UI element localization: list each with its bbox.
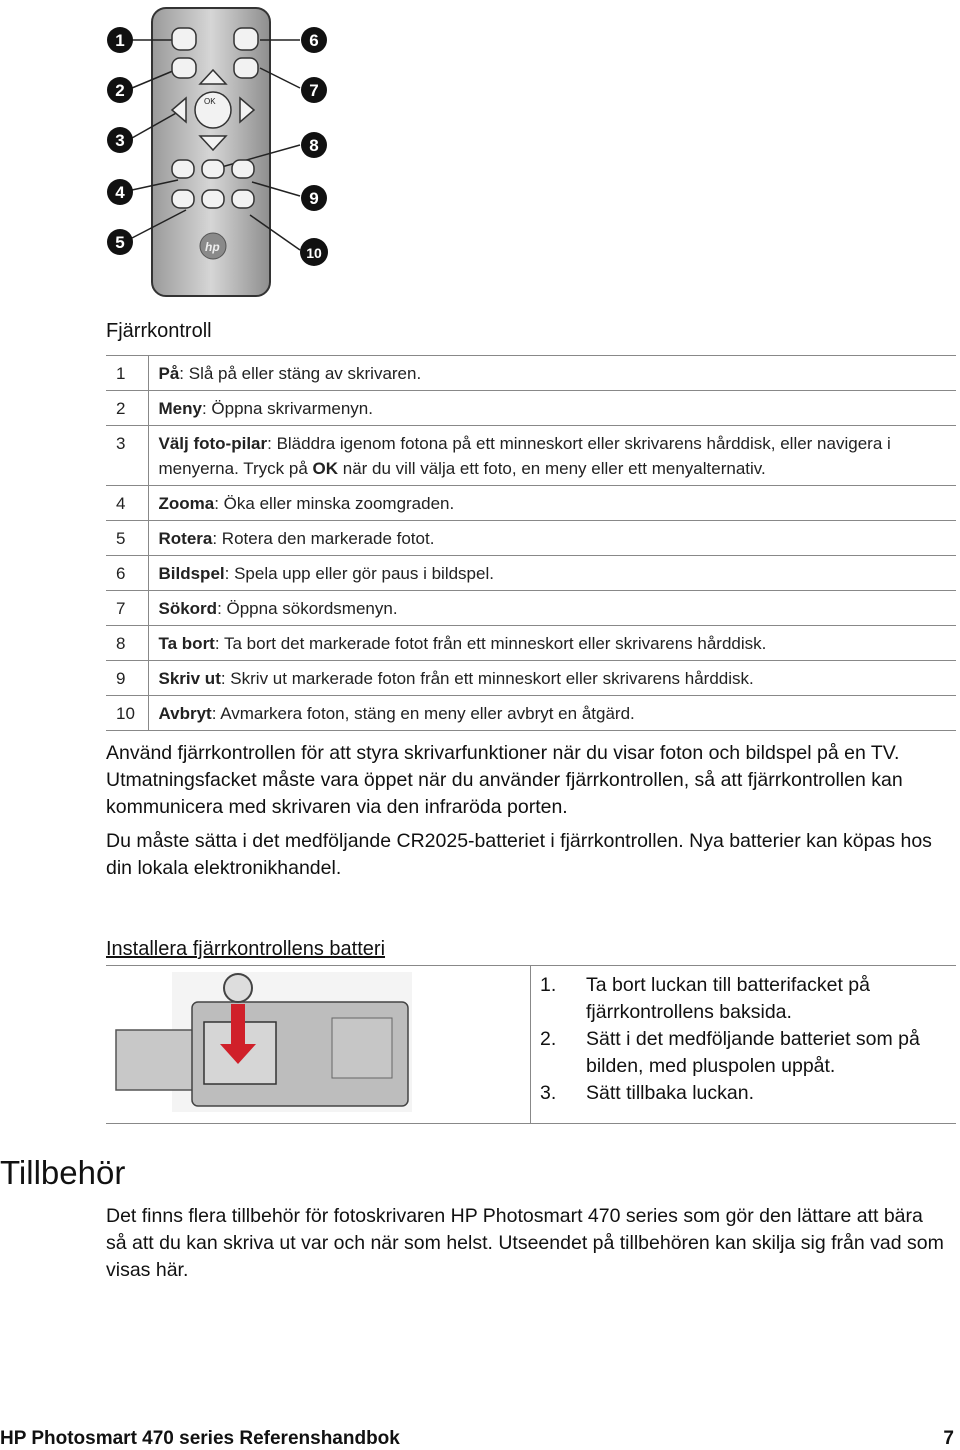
row-description	[148, 661, 956, 696]
callout-2: 2	[115, 81, 125, 100]
row-number: 6	[106, 556, 148, 591]
usage-paragraph: Använd fjärrkontrollen för att styra skrivarfunktioner när du visar foton och bildspel på en TV. Utmatningsfacket måste vara öppet när du använder fjärrkontrollen, så att fjärrkontrollen kan kommunicera med skrivaren via den infraröda porten.	[106, 742, 903, 818]
table-row	[106, 696, 956, 731]
accessories-paragraph: Det finns flera tillbehör för fotoskrivaren HP Photosmart 470 series som gör den lättare att bära så att du kan skriva ut var och när som helst. Utseendet på tillbehören kan skilja sig från vad som visas här.	[106, 1205, 944, 1281]
definition: : Spela upp eller gör paus i bildspel.	[224, 564, 494, 583]
definition: : Öppna sökordsmenyn.	[217, 599, 398, 618]
battery-paragraph: Du måste sätta i det medföljande CR2025-batteriet i fjärrkontrollen. Nya batterier kan köpas hos din lokala elektronikhandel.	[106, 830, 932, 879]
row-description	[148, 626, 956, 661]
zoom-in-button[interactable]	[172, 160, 194, 178]
table-row	[106, 661, 956, 696]
list-item	[540, 972, 960, 1026]
row-description	[148, 486, 956, 521]
term: Meny	[158, 399, 202, 418]
definition: : Öppna skrivarmenyn.	[201, 399, 373, 418]
table-row	[106, 486, 956, 521]
callout-10: 10	[306, 245, 322, 261]
row-number: 7	[106, 591, 148, 626]
definition: : Öka eller minska zoomgraden.	[214, 494, 455, 513]
zoom-out-button[interactable]	[172, 190, 194, 208]
hp-logo: hp	[205, 240, 220, 254]
battery-heading: Installera fjärrkontrollens batteri	[106, 938, 386, 960]
battery-bottom-rule	[106, 1123, 956, 1124]
step-text: Sätt tillbaka luckan.	[586, 1082, 755, 1104]
row-description	[148, 391, 956, 426]
rotate-button[interactable]	[202, 190, 224, 208]
label-area	[332, 1018, 392, 1078]
table-row	[106, 626, 956, 661]
menu-button[interactable]	[172, 58, 196, 78]
list-item	[540, 1080, 960, 1107]
power-button[interactable]	[172, 28, 196, 50]
table-row	[106, 591, 956, 626]
term: Skriv ut	[158, 669, 221, 688]
callout-9: 9	[309, 189, 319, 208]
section-title: Fjärrkontroll	[106, 320, 212, 342]
callout-5: 5	[115, 233, 125, 252]
row-number: 4	[106, 486, 148, 521]
step-text: Ta bort luckan till batterifacket på fjärrkontrollens baksida.	[586, 974, 870, 1023]
term: Bildspel	[158, 564, 225, 583]
term: Välj foto-pilar	[158, 434, 268, 453]
term: Avbryt	[158, 704, 212, 723]
delete-button[interactable]	[202, 160, 224, 178]
row-description	[148, 591, 956, 626]
definition: : Rotera den markerade fotot.	[212, 529, 435, 548]
table-row	[106, 521, 956, 556]
row-number: 5	[106, 521, 148, 556]
remote-control-figure	[100, 0, 340, 300]
battery-door	[116, 1030, 196, 1090]
definition: : Slå på eller stäng av skrivaren.	[179, 364, 422, 383]
table-row	[106, 391, 956, 426]
callout-1: 1	[115, 31, 125, 50]
insert-arrow-shaft	[231, 1004, 245, 1046]
step-number: 2.	[540, 1028, 557, 1050]
callout-3: 3	[115, 131, 125, 150]
callout-4: 4	[115, 183, 125, 202]
battery-install-figure	[112, 972, 412, 1112]
battery-divider	[530, 965, 531, 1123]
term: Sökord	[158, 599, 218, 618]
row-number: 1	[106, 356, 148, 391]
callout-7: 7	[309, 81, 319, 100]
step-number: 3.	[540, 1082, 557, 1104]
battery-steps	[540, 972, 960, 1107]
callout-6: 6	[309, 31, 319, 50]
legend-table	[106, 355, 956, 731]
row-number: 10	[106, 696, 148, 731]
callout-8: 8	[309, 136, 319, 155]
print-button[interactable]	[232, 160, 254, 178]
definition: : Skriv ut markerade foton från ett minneskort eller skrivarens hårddisk.	[220, 669, 754, 688]
table-row	[106, 356, 956, 391]
cancel-button[interactable]	[232, 190, 254, 208]
footer-title: HP Photosmart 470 series Referenshandbok	[0, 1428, 400, 1449]
row-number: 2	[106, 391, 148, 426]
coin-battery	[224, 974, 252, 1002]
row-number: 8	[106, 626, 148, 661]
row-number: 9	[106, 661, 148, 696]
definition: : Ta bort det markerade fotot från ett minneskort eller skrivarens hårddisk.	[214, 634, 767, 653]
term: Ta bort	[158, 634, 215, 653]
battery-rule	[106, 965, 956, 966]
table-row	[106, 426, 956, 486]
term: På	[158, 364, 180, 383]
row-description	[148, 696, 956, 731]
page-number: 7	[943, 1428, 954, 1449]
row-description	[148, 521, 956, 556]
definition: : Avmarkera foton, stäng en meny eller avbryt en åtgärd.	[211, 704, 635, 723]
list-item	[540, 1026, 960, 1080]
ok-label: OK	[204, 97, 216, 106]
term-ok: OK	[312, 459, 339, 478]
row-description	[148, 556, 956, 591]
definition-continued: när du vill välja ett foto, en meny eller ett menyalternativ.	[338, 459, 766, 478]
slideshow-button[interactable]	[234, 28, 258, 50]
keyword-button[interactable]	[234, 58, 258, 78]
step-text: Sätt i det medföljande batteriet som på bilden, med pluspolen uppåt.	[586, 1028, 920, 1077]
row-description	[148, 356, 956, 391]
accessories-heading: Tillbehör	[0, 1154, 126, 1191]
definition: : Bläddra igenom fotona på ett minneskort eller skrivarens hårddisk, eller navigera i menyerna. Tryck på	[158, 434, 891, 478]
term: Rotera	[158, 529, 213, 548]
step-number: 1.	[540, 974, 557, 996]
row-description	[148, 426, 956, 486]
term: Zooma	[158, 494, 215, 513]
row-number: 3	[106, 426, 148, 486]
table-row	[106, 556, 956, 591]
